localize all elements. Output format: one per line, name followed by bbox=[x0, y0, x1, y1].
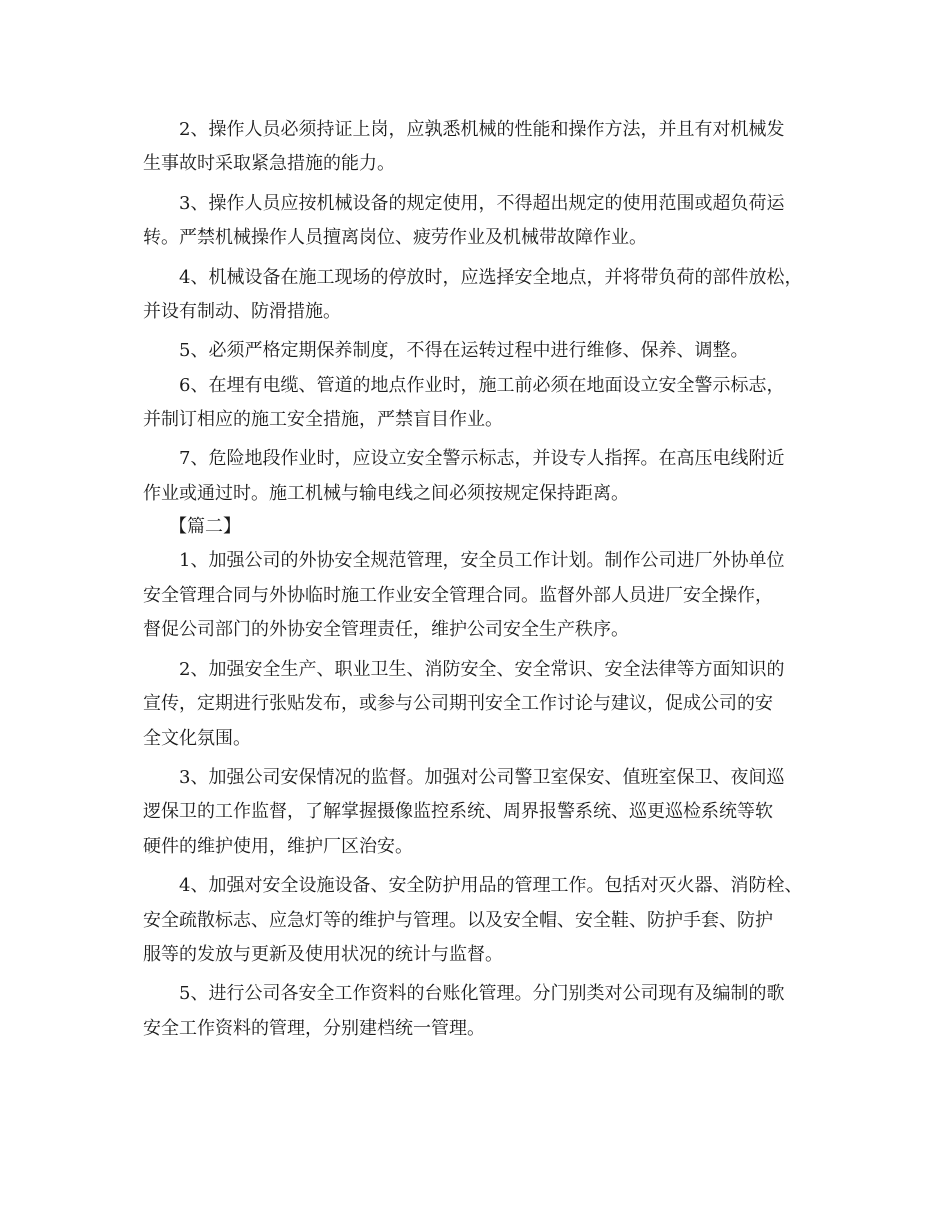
section2-paragraph-3-line-3: 硬件的维护使用，维护厂区治安。 bbox=[143, 836, 413, 857]
section2-paragraph-5-line-2: 安全工作资料的管理，分别建档统一管理。 bbox=[143, 1018, 485, 1039]
section2-paragraph-4-line-3: 服等的发放与更新及使用状况的统计与监督。 bbox=[143, 944, 503, 965]
paragraph-6-line-1: 6、在埋有电缆、管道的地点作业时，施工前必须在地面设立安全警示标志， bbox=[179, 375, 785, 396]
paragraph-2-line-2: 生事故时采取紧急措施的能力。 bbox=[143, 153, 395, 174]
section2-paragraph-2-line-1: 2、加强安全生产、职业卫生、消防安全、安全常识、安全法律等方面知识的 bbox=[179, 659, 785, 680]
paragraph-7-line-1: 7、危险地段作业时，应设立安全警示标志，并设专人指挥。在高压电线附近 bbox=[179, 448, 785, 469]
section2-paragraph-5-line-1: 5、进行公司各安全工作资料的台账化管理。分门别类对公司现有及编制的歌 bbox=[179, 983, 785, 1004]
section-heading: 【篇二】 bbox=[169, 516, 241, 537]
section2-paragraph-3-line-2: 逻保卫的工作监督，了解掌握摄像监控系统、周界报警系统、巡更巡检系统等软 bbox=[143, 801, 773, 822]
section2-paragraph-4-line-1: 4、加强对安全设施设备、安全防护用品的管理工作。包括对灭火器、消防栓、 bbox=[179, 875, 803, 896]
paragraph-4-line-2: 并设有制动、防滑措施。 bbox=[143, 301, 341, 322]
section2-paragraph-2-line-2: 宣传，定期进行张贴发布，或参与公司期刊安全工作讨论与建议，促成公司的安 bbox=[143, 693, 773, 714]
paragraph-3-line-1: 3、操作人员应按机械设备的规定使用，不得超出规定的使用范围或超负荷运 bbox=[179, 193, 785, 214]
section2-paragraph-1-line-2: 安全管理合同与外协临时施工作业安全管理合同。监督外部人员进厂安全操作， bbox=[143, 585, 773, 606]
paragraph-2-line-1: 2、操作人员必须持证上岗，应孰悉机械的性能和操作方法，并且有对机械发 bbox=[179, 119, 785, 140]
section2-paragraph-4-line-2: 安全疏散标志、应急灯等的维护与管理。以及安全帽、安全鞋、防护手套、防护 bbox=[143, 910, 773, 931]
section2-paragraph-2-line-3: 全文化氛围。 bbox=[143, 728, 251, 749]
paragraph-7-line-2: 作业或通过时。施工机械与输电线之间必须按规定保持距离。 bbox=[143, 483, 629, 504]
paragraph-3-line-2: 转。严禁机械操作人员擅离岗位、疲劳作业及机械带故障作业。 bbox=[143, 227, 647, 248]
section2-paragraph-3-line-1: 3、加强公司安保情况的监督。加强对公司警卫室保安、值班室保卫、夜间巡 bbox=[179, 767, 785, 788]
section2-paragraph-1-line-3: 督促公司部门的外协安全管理责任，维护公司安全生产秩序。 bbox=[143, 619, 629, 640]
section2-paragraph-1-line-1: 1、加强公司的外协安全规范管理，安全员工作计划。制作公司进厂外协单位 bbox=[179, 550, 785, 571]
paragraph-5-line-1: 5、必须严格定期保养制度，不得在运转过程中进行维修、保养、调整。 bbox=[179, 340, 749, 361]
paragraph-4-line-1: 4、机械设备在施工现场的停放时，应选择安全地点，并将带负荷的部件放松， bbox=[179, 267, 803, 288]
paragraph-6-line-2: 并制订相应的施工安全措施，严禁盲目作业。 bbox=[143, 409, 503, 430]
